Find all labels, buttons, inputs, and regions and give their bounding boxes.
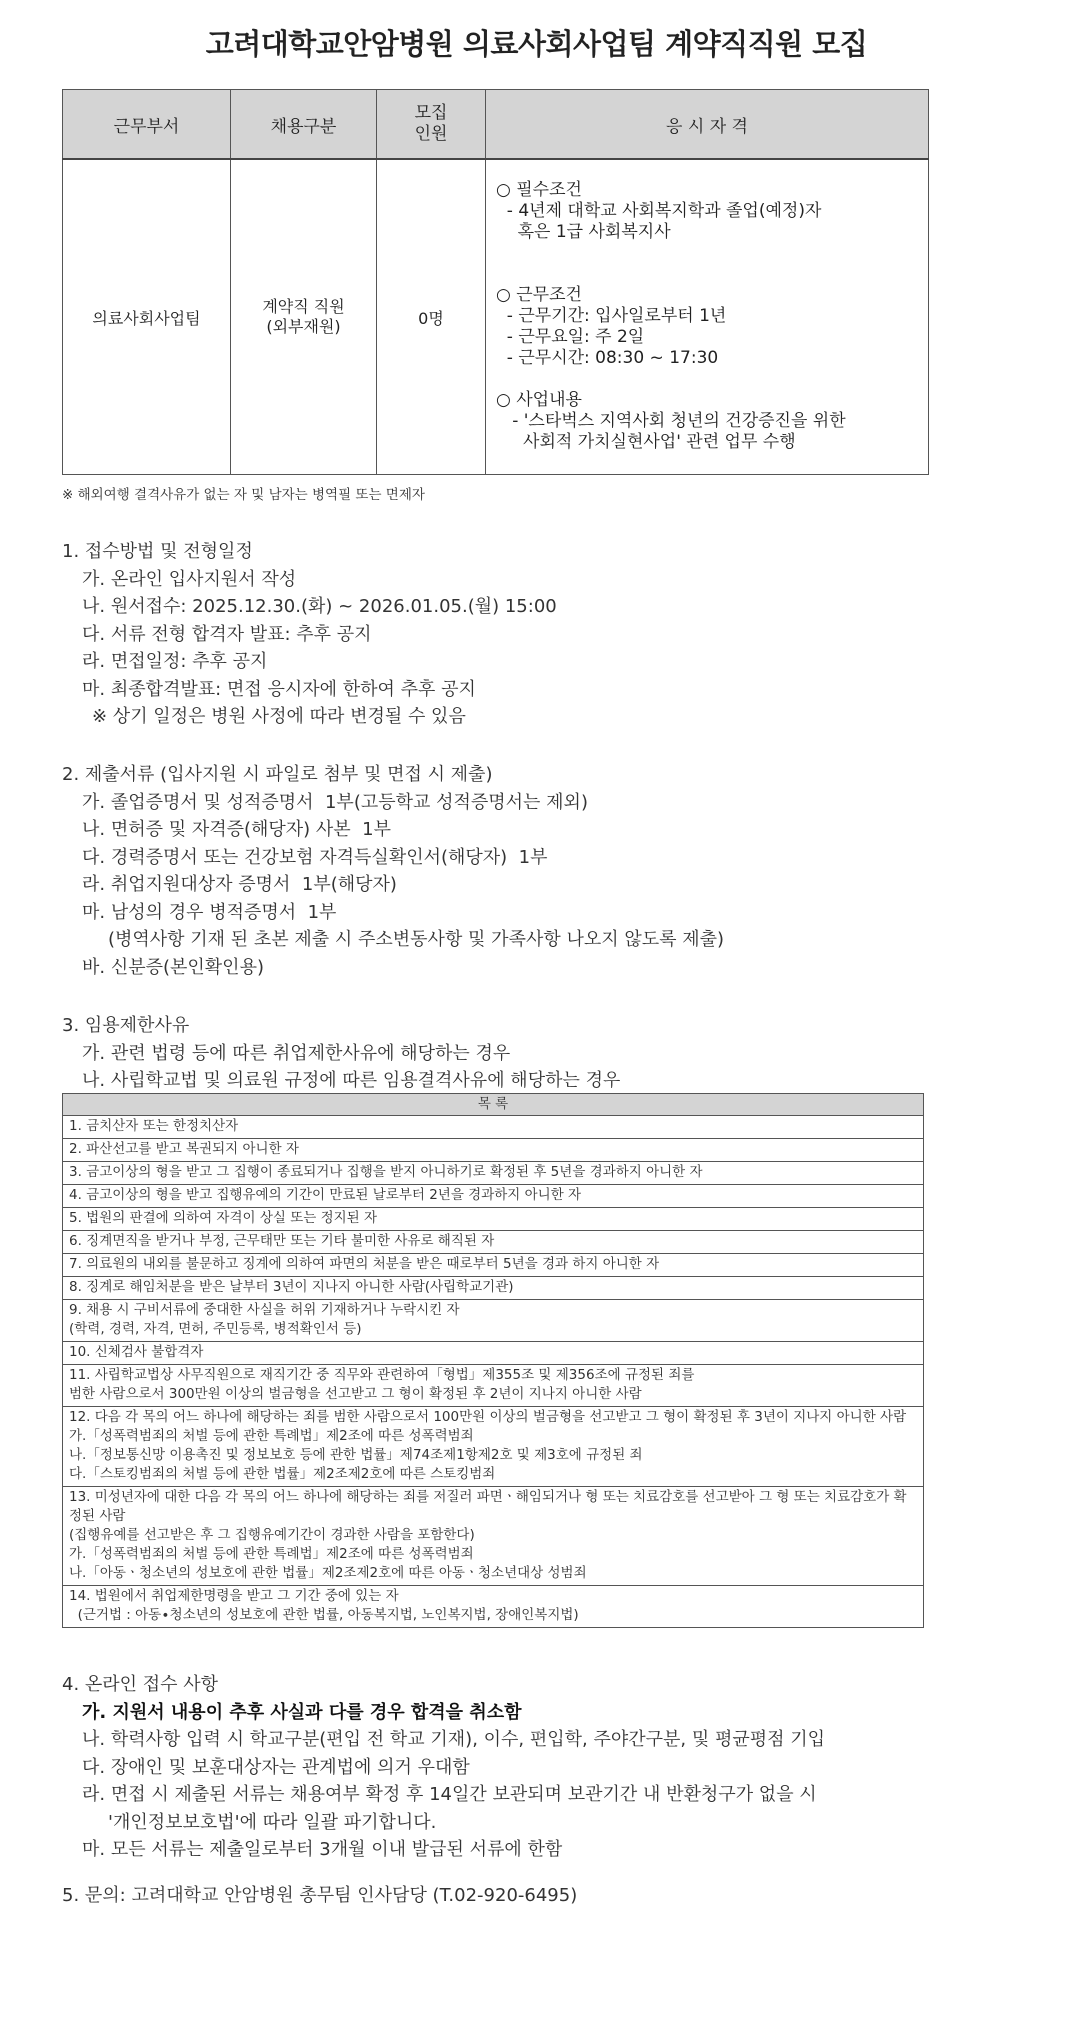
qualification-heading: ○ 필수조건: [496, 180, 582, 200]
qualification-group-conditions: [496, 285, 928, 369]
table-row: [63, 1208, 924, 1231]
section-contact: [62, 1882, 577, 1910]
row-line: 14. 법원에서 취업제한명령을 받고 그 기간 중에 있는 자: [69, 1588, 399, 1604]
list-item: 마. 모든 서류는 제출일로부터 3개월 이내 발급된 서류에 한함: [82, 1839, 563, 1860]
qualification-group-required: [496, 180, 928, 243]
department-cell: 의료사회사업팀: [63, 159, 231, 475]
list-item-sub: '개인정보보호법'에 따라 일괄 파기합니다.: [108, 1811, 437, 1833]
section-documents: [62, 761, 724, 981]
qualification-group-business: [496, 390, 928, 453]
row-line: 12. 다음 각 목의 어느 하나에 해당하는 죄를 범한 사람으로서 100만원 이상의 벌금형을 선고받고 그 형이 확정된 후 3년이 지나지 아니한 사람: [69, 1409, 907, 1425]
table-row: [63, 1300, 924, 1342]
list-item: 나. 사립학교법 및 의료원 규정에 따른 임용결격사유에 해당하는 경우: [82, 1070, 621, 1091]
list-item: 가. 관련 법령 등에 따른 취업제한사유에 해당하는 경우: [82, 1042, 511, 1064]
qualification-heading: ○ 사업내용: [496, 390, 582, 410]
list-table-header: 목 록: [63, 1094, 924, 1116]
qualifications-cell: [486, 159, 929, 475]
table-row: [63, 1254, 924, 1277]
header-department: 근무부서: [63, 90, 231, 160]
header-qualifications: 응 시 자 격: [486, 90, 929, 160]
row-line: 가.「성폭력범죄의 처벌 등에 관한 특례법」제2조에 따른 성폭력범죄: [69, 1428, 474, 1444]
table-row: [63, 1342, 924, 1365]
row-line: 가.「성폭력범죄의 처벌 등에 관한 특례법」제2조에 따른 성폭력범죄: [69, 1546, 474, 1562]
list-item: 라. 취업지원대상자 증명서 1부(해당자): [82, 874, 397, 895]
type-cell: [231, 159, 377, 475]
page-title: 고려대학교안암병원 의료사회사업팀 계약직직원 모집: [205, 27, 868, 61]
row-line: 13. 미성년자에 대한 다음 각 목의 어느 하나에 해당하는 죄를 저질러 파면ㆍ해임되거나 형 또는 치료감호를 선고받아 그 형 또는 치료감호가 확정된 사람: [69, 1489, 907, 1524]
section-schedule: [62, 538, 557, 731]
row-line: 9. 채용 시 구비서류에 중대한 사실을 허위 기재하거나 누락시킨 자: [69, 1302, 460, 1318]
list-item: 나. 학력사항 입력 시 학교구분(편입 전 학교 기재), 이수, 편입학, 주야간구분, 및 평균평점 기입: [82, 1729, 825, 1750]
recruitment-table: [62, 89, 929, 475]
list-item: 나. 원서접수: 2025.12.30.(화) ~ 2026.01.05.(월) 15:00: [82, 596, 557, 617]
header-type: 채용구분: [231, 90, 377, 160]
type-line-1: 계약직 직원: [262, 297, 345, 316]
section-restrictions: [62, 1012, 620, 1095]
row-line: 나.「아동ㆍ청소년의 성보호에 관한 법률」제2조제2호에 따른 아동ㆍ청소년대상 성범죄: [69, 1565, 587, 1581]
row-line: (집행유예를 선고받은 후 그 집행유예기간이 경과한 사람을 포함한다): [69, 1527, 475, 1543]
table-row: [63, 1231, 924, 1254]
row-line: 다.「스토킹범죄의 처벌 등에 관한 법률」제2조제2호에 따른 스토킹범죄: [69, 1466, 496, 1482]
disqualification-table: [62, 1093, 924, 1628]
header-count-text: 모집 인원: [414, 103, 448, 144]
row-line: (근거법 : 아동∙청소년의 성보호에 관한 법률, 아동복지법, 노인복지법, 장애인복지법): [69, 1607, 579, 1623]
qualification-heading: ○ 근무조건: [496, 285, 582, 305]
qualification-line: - 근무시간: 08:30 ~ 17:30: [496, 348, 719, 368]
list-item: 라. 면접일정: 추후 공지: [82, 651, 268, 672]
qualification-line: - 근무요일: 주 2일: [496, 327, 645, 347]
count-cell: 0명: [377, 159, 486, 475]
military-note: ※ 해외여행 결격사유가 없는 자 및 남자는 병역필 또는 면제자: [62, 487, 425, 503]
table-row: [63, 1162, 924, 1185]
section-heading: 4. 온라인 접수 사항: [62, 1674, 219, 1695]
list-item: 다. 경력증명서 또는 건강보험 자격득실확인서(해당자) 1부: [82, 846, 548, 868]
qualification-line: - 4년제 대학교 사회복지학과 졸업(예정)자: [496, 201, 822, 221]
list-item: 다. 장애인 및 보훈대상자는 관계법에 의거 우대함: [82, 1756, 470, 1778]
type-line-2: (외부재원): [266, 317, 341, 336]
table-row: [63, 159, 929, 475]
list-item: 마. 최종합격발표: 면접 응시자에 한하여 추후 공지: [82, 678, 476, 700]
row-line: 3. 금고이상의 형을 받고 그 집행이 종료되거나 집행을 받지 아니하기로 확정된 후 5년을 경과하지 아니한 자: [69, 1164, 703, 1180]
qualification-line: 혹은 1급 사회복지사: [496, 222, 671, 242]
table-row: [63, 1586, 924, 1628]
row-line: 5. 법원의 판결에 의하여 자격이 상실 또는 정지된 자: [69, 1210, 378, 1226]
table-row: [63, 1116, 924, 1139]
list-item: 라. 면접 시 제출된 서류는 채용여부 확정 후 14일간 보관되며 보관기간 내 반환청구가 없을 시: [82, 1784, 817, 1805]
list-item: 가. 졸업증명서 및 성적증명서 1부(고등학교 성적증명서는 제외): [82, 791, 588, 813]
list-item-emphasis: 가. 지원서 내용이 추후 사실과 다를 경우 합격을 취소함: [82, 1701, 522, 1723]
row-line: (학력, 경력, 자격, 면허, 주민등록, 병적확인서 등): [69, 1321, 362, 1337]
section-heading: 1. 접수방법 및 전형일정: [62, 541, 253, 562]
row-line: 10. 신체검사 불합격자: [69, 1344, 204, 1360]
section-online-application: [62, 1671, 825, 1864]
row-line: 7. 의료원의 내외를 불문하고 징계에 의하여 파면의 처분을 받은 때로부터 5년을 경과 하지 아니한 자: [69, 1256, 660, 1272]
table-row: [63, 1407, 924, 1487]
table-row: [63, 1487, 924, 1586]
list-item: 나. 면허증 및 자격증(해당자) 사본 1부: [82, 819, 391, 840]
list-item-sub: (병역사항 기재 된 초본 제출 시 주소변동사항 및 가족사항 나오지 않도록 제출): [108, 929, 725, 950]
row-line: 6. 징계면직을 받거나 부정, 근무태만 또는 기타 불미한 사유로 해직된 자: [69, 1233, 495, 1249]
qualification-line: 사회적 가치실현사업' 관련 업무 수행: [496, 432, 796, 452]
table-row: [63, 1365, 924, 1407]
row-line: 범한 사람으로서 300만원 이상의 벌금형을 선고받고 그 형이 확정된 후 2년이 지나지 아니한 사람: [69, 1386, 642, 1402]
row-line: 2. 파산선고를 받고 복권되지 아니한 자: [69, 1141, 299, 1157]
list-item: 다. 서류 전형 합격자 발표: 추후 공지: [82, 623, 372, 645]
row-line: 1. 금치산자 또는 한정치산자: [69, 1118, 239, 1134]
table-row: [63, 1277, 924, 1300]
table-header-row: [63, 90, 929, 160]
list-item: 마. 남성의 경우 병적증명서 1부: [82, 901, 337, 923]
row-line: 11. 사립학교법상 사무직원으로 재직기간 중 직무와 관련하여「형법」제355조 및 제356조에 규정된 죄를: [69, 1367, 695, 1383]
contact-line: 5. 문의: 고려대학교 안암병원 총무팀 인사담당 (T.02-920-6495): [62, 1885, 578, 1906]
section-heading: 2. 제출서류 (입사지원 시 파일로 첨부 및 면접 시 제출): [62, 764, 493, 785]
list-item: 가. 온라인 입사지원서 작성: [82, 568, 297, 590]
qualification-line: - 근무기간: 입사일로부터 1년: [496, 306, 727, 326]
row-line: 나.「정보통신망 이용촉진 및 정보보호 등에 관한 법률」제74조제1항제2호 및 제3호에 규정된 죄: [69, 1447, 643, 1463]
header-count: [377, 90, 486, 160]
table-row: [63, 1139, 924, 1162]
section-heading: 3. 임용제한사유: [62, 1015, 190, 1036]
row-line: 8. 징계로 해임처분을 받은 날부터 3년이 지나지 아니한 사람(사립학교기관): [69, 1279, 514, 1295]
row-line: 4. 금고이상의 형을 받고 집행유예의 기간이 만료된 날로부터 2년을 경과하지 아니한 자: [69, 1187, 582, 1203]
table-row: [63, 1185, 924, 1208]
list-item: 바. 신분증(본인확인용): [82, 956, 264, 978]
schedule-remark: ※ 상기 일정은 병원 사정에 따라 변경될 수 있음: [92, 706, 466, 727]
qualification-line: - '스타벅스 지역사회 청년의 건강증진을 위한: [496, 411, 846, 431]
